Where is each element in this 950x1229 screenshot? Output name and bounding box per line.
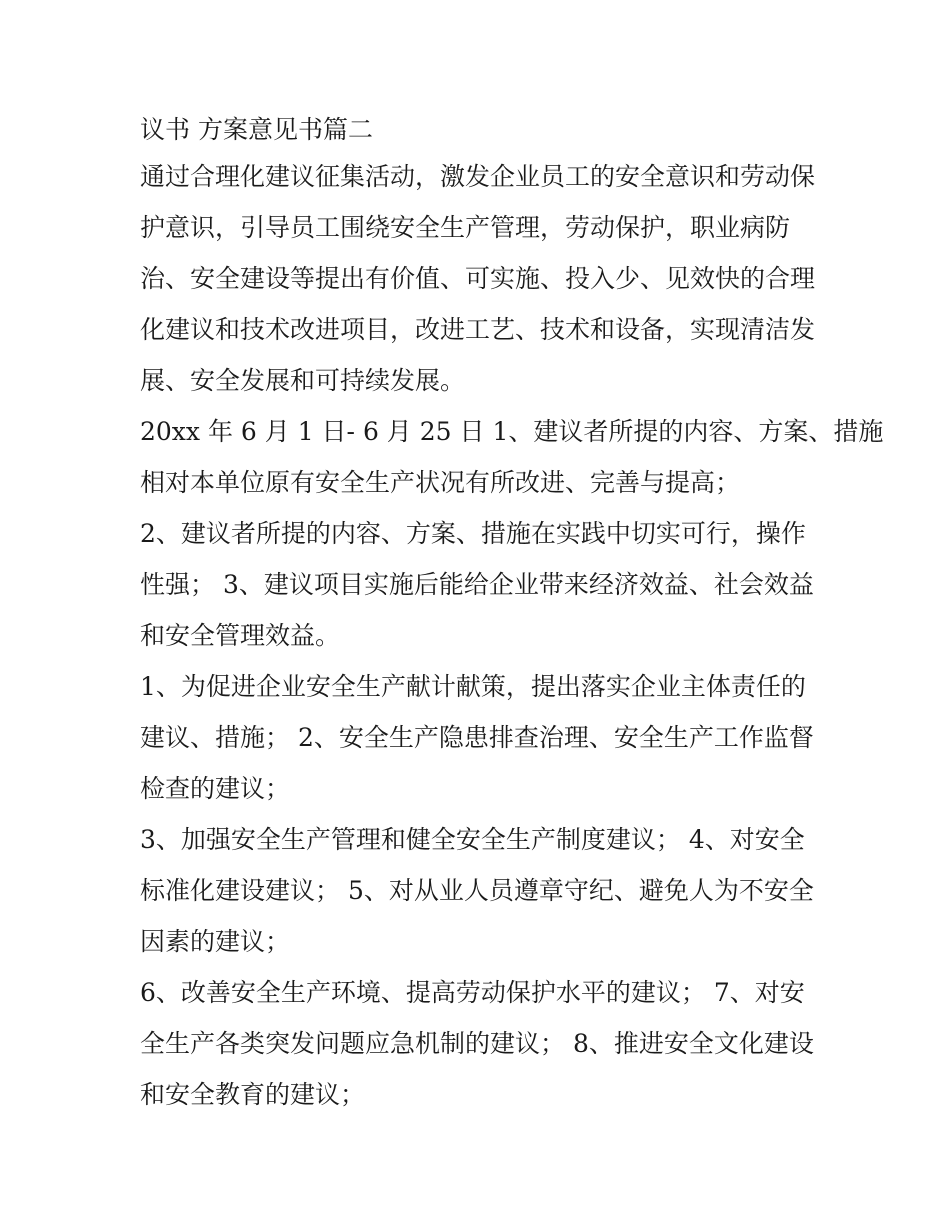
text-line: 建议、措施； 2、安全生产隐患排查治理、安全生产工作监督 <box>140 723 814 752</box>
text-line: 和安全管理效益。 <box>140 621 341 650</box>
paragraph-4 <box>140 661 820 814</box>
document-body <box>140 113 884 1120</box>
text-line: 化建议和技术改进项目，改进工艺、技术和设备，实现清洁发 <box>140 315 816 344</box>
text-line: 全生产各类突发问题应急机制的建议； 8、推进安全文化建设 <box>140 1029 814 1058</box>
text-line: 因素的建议； <box>140 927 291 956</box>
text-line: 性强； 3、建议项目实施后能给企业带来经济效益、社会效益 <box>140 570 814 599</box>
text-line: 1、为促进企业安全生产献计献策，提出落实企业主体责任的 <box>140 672 806 701</box>
paragraph-2 <box>140 406 884 508</box>
text-line: 展、安全发展和可持续发展。 <box>140 366 466 395</box>
text-line: 3、加强安全生产管理和健全安全生产制度建议； 4、对安全 <box>140 825 805 854</box>
text-line: 2、建议者所提的内容、方案、措施在实践中切实可行，操作 <box>140 519 806 548</box>
text-line: 检查的建议； <box>140 774 291 803</box>
paragraph-5 <box>140 814 820 967</box>
paragraph-3 <box>140 508 820 661</box>
text-line: 相对本单位原有安全生产状况有所改进、完善与提高； <box>140 468 741 497</box>
text-line: 治、安全建设等提出有价值、可实施、投入少、见效快的合理 <box>140 264 816 293</box>
text-line: 和安全教育的建议； <box>140 1080 366 1109</box>
document-title: 议书 方案意见书篇二 <box>140 115 373 144</box>
text-line: 6、改善安全生产环境、提高劳动保护水平的建议； 7、对安 <box>140 978 805 1007</box>
text-line: 标准化建设建议； 5、对从业人员遵章守纪、避免人为不安全 <box>140 876 814 905</box>
paragraph-6 <box>140 967 820 1120</box>
text-line: 护意识，引导员工围绕安全生产管理，劳动保护，职业病防 <box>140 213 791 242</box>
paragraph-1 <box>140 151 820 406</box>
text-line: 20xx 年 6 月 1 日- 6 月 25 日 1、建议者所提的内容、方案、措施 <box>140 417 884 446</box>
text-line: 通过合理化建议征集活动，激发企业员工的安全意识和劳动保 <box>140 162 816 191</box>
